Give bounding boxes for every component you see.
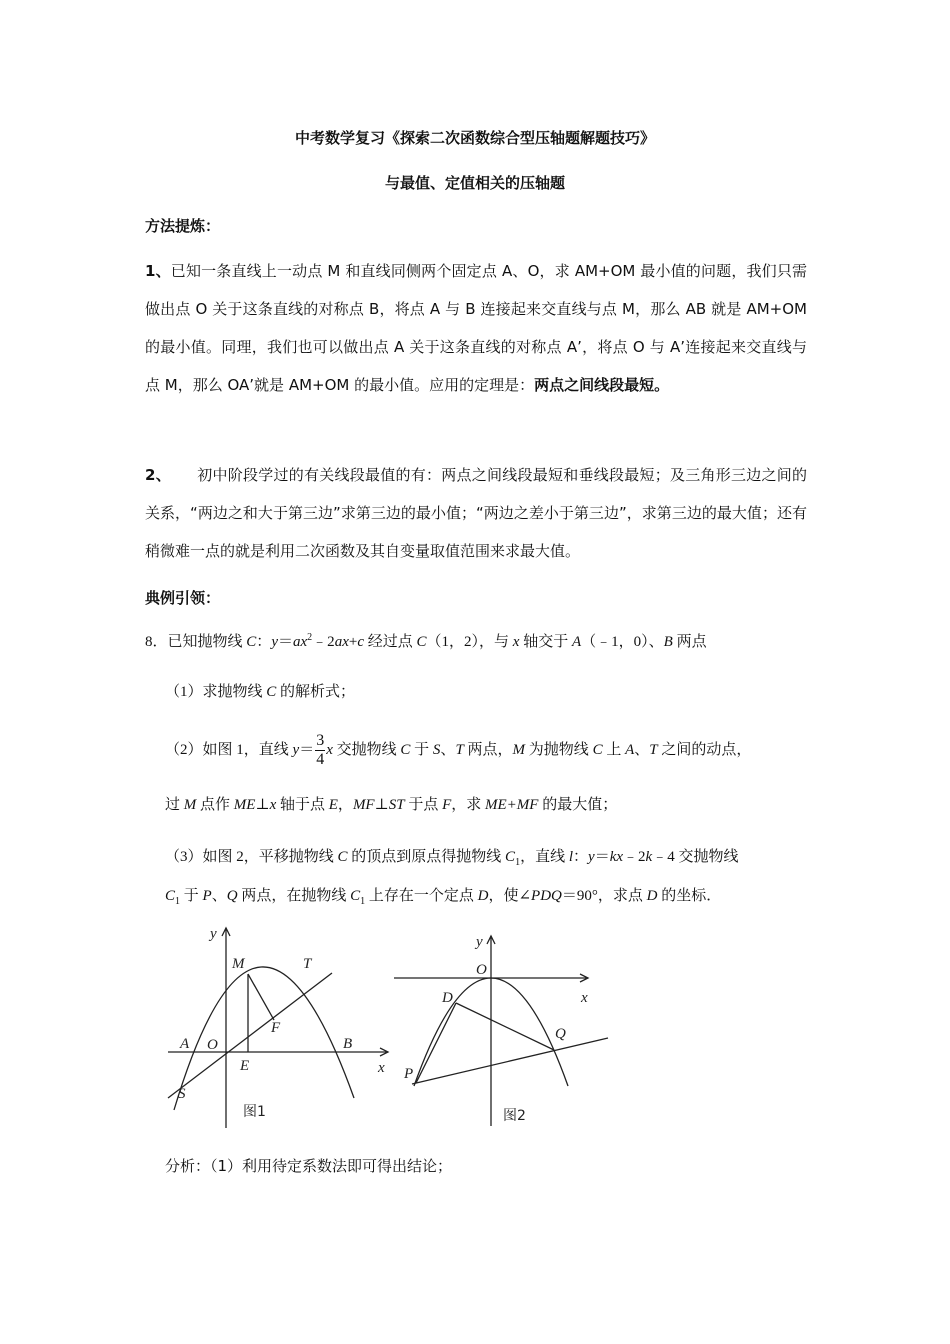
fig2-label-P: P: [404, 1066, 414, 1082]
method-1-bold-end: 两点之间线段最短。: [534, 376, 670, 394]
fig2-segment-DP: [416, 1003, 456, 1083]
fig2-label-O: O: [476, 962, 487, 978]
method-2-text: 初中阶段学过的有关线段最值的有：两点之间线段最短和垂线段最短；及三角形三边之间的关系，“两边之和大于第三边”求第三边的最小值；“两边之差小于第三边”，求第三边的最大值；还有稍微难一点的就是利用二次函数及其自变量取值范围来求最大值。: [145, 466, 808, 560]
fig2-segment-DQ: [456, 1003, 554, 1050]
method-1-paragraph: [145, 252, 807, 404]
fig1-caption: 图1: [243, 1104, 266, 1120]
problem-part-1: （1）求抛物线 C 的解析式；: [165, 684, 356, 700]
fig1-label-y: y: [210, 926, 217, 942]
fig2-label-Q: Q: [555, 1026, 566, 1042]
fig1-label-B: B: [343, 1036, 353, 1052]
method-2-number: 2、: [145, 466, 171, 484]
fig1-segment-MF: [248, 974, 274, 1020]
problem-part-2-line-1: （2）如图 1，直线 y＝ $\frac{3}{4}$ x 交抛物线 C 于 S、T 两点，M 为抛物线 C 上 A、T 之间的动点，: [165, 732, 752, 768]
fig2-label-x: x: [581, 990, 588, 1006]
fig1-label-O: O: [207, 1037, 218, 1053]
example-heading: 典例引领：: [145, 589, 221, 607]
page-title: 中考数学复习《探索二次函数综合型压轴题解题技巧》: [294, 129, 655, 147]
fig1-label-S: S: [178, 1086, 186, 1102]
fig2-caption: 图2: [503, 1108, 526, 1124]
method-1-number: 1、: [145, 262, 171, 280]
fraction-three-quarters: $\frac{3}{4}$: [316, 732, 325, 768]
problem-part-3-line-2: $C_1$ 于 P、Q 两点，在抛物线 $C_1$ 上存在一个定点 D，使∠PDQ＝90°，求点 D 的坐标．: [165, 888, 722, 907]
figure-1: [160, 920, 400, 1135]
problem-part-2-line-2: 过 M 点作 ME⊥x 轴于点 E，MF⊥ST 于点 F，求 ME+MF 的最大值；: [165, 797, 618, 813]
problem-statement: 8．已知抛物线 C：$y=ax^2﹣2ax+c$ 经过点 C（1，2），与 x 轴交于 A（﹣1，0）、B 两点: [145, 632, 707, 650]
method-2-paragraph: [145, 456, 807, 570]
fig2-label-y: y: [476, 934, 483, 950]
figure-2: [388, 928, 613, 1133]
fig1-parabola: [174, 967, 354, 1110]
page-subtitle: 与最值、定值相关的压轴题: [384, 174, 565, 192]
fig1-label-E: E: [240, 1058, 250, 1074]
fig1-label-T: T: [303, 956, 312, 972]
fig2-line-PQ: [412, 1038, 608, 1084]
fig2-label-D: D: [442, 990, 453, 1006]
method-heading: 方法提炼：: [145, 217, 221, 235]
fig1-label-x: x: [378, 1060, 385, 1076]
analysis-text: 分析：（1）利用待定系数法即可得出结论；: [165, 1157, 453, 1175]
fig1-label-A: A: [180, 1036, 190, 1052]
problem-part-3-line-1: （3）如图 2，平移抛物线 C 的顶点到原点得抛物线 $C_1$，直线 l：y＝kx﹣2k﹣4 交抛物线: [165, 849, 739, 868]
fig1-label-F: F: [271, 1020, 281, 1036]
fig1-label-M: M: [232, 956, 245, 972]
method-1-text: 已知一条直线上一动点 M 和直线同侧两个固定点 A、O，求 AM+OM 最小值的问题，我们只需做出点 O 关于这条直线的对称点 B，将点 A 与 B 连接起来交直线与点 M，那么 AB 就是 AM+OM 的最小值。同理，我们也可以做出点 A 关于这条直线的对称点 A’，将点 O 与 A’连接起来交直线与点 M，那么 OA’就是 AM+OM 的最小值。应用的定理是：: [145, 262, 808, 394]
fig1-line-ST: [168, 973, 332, 1098]
